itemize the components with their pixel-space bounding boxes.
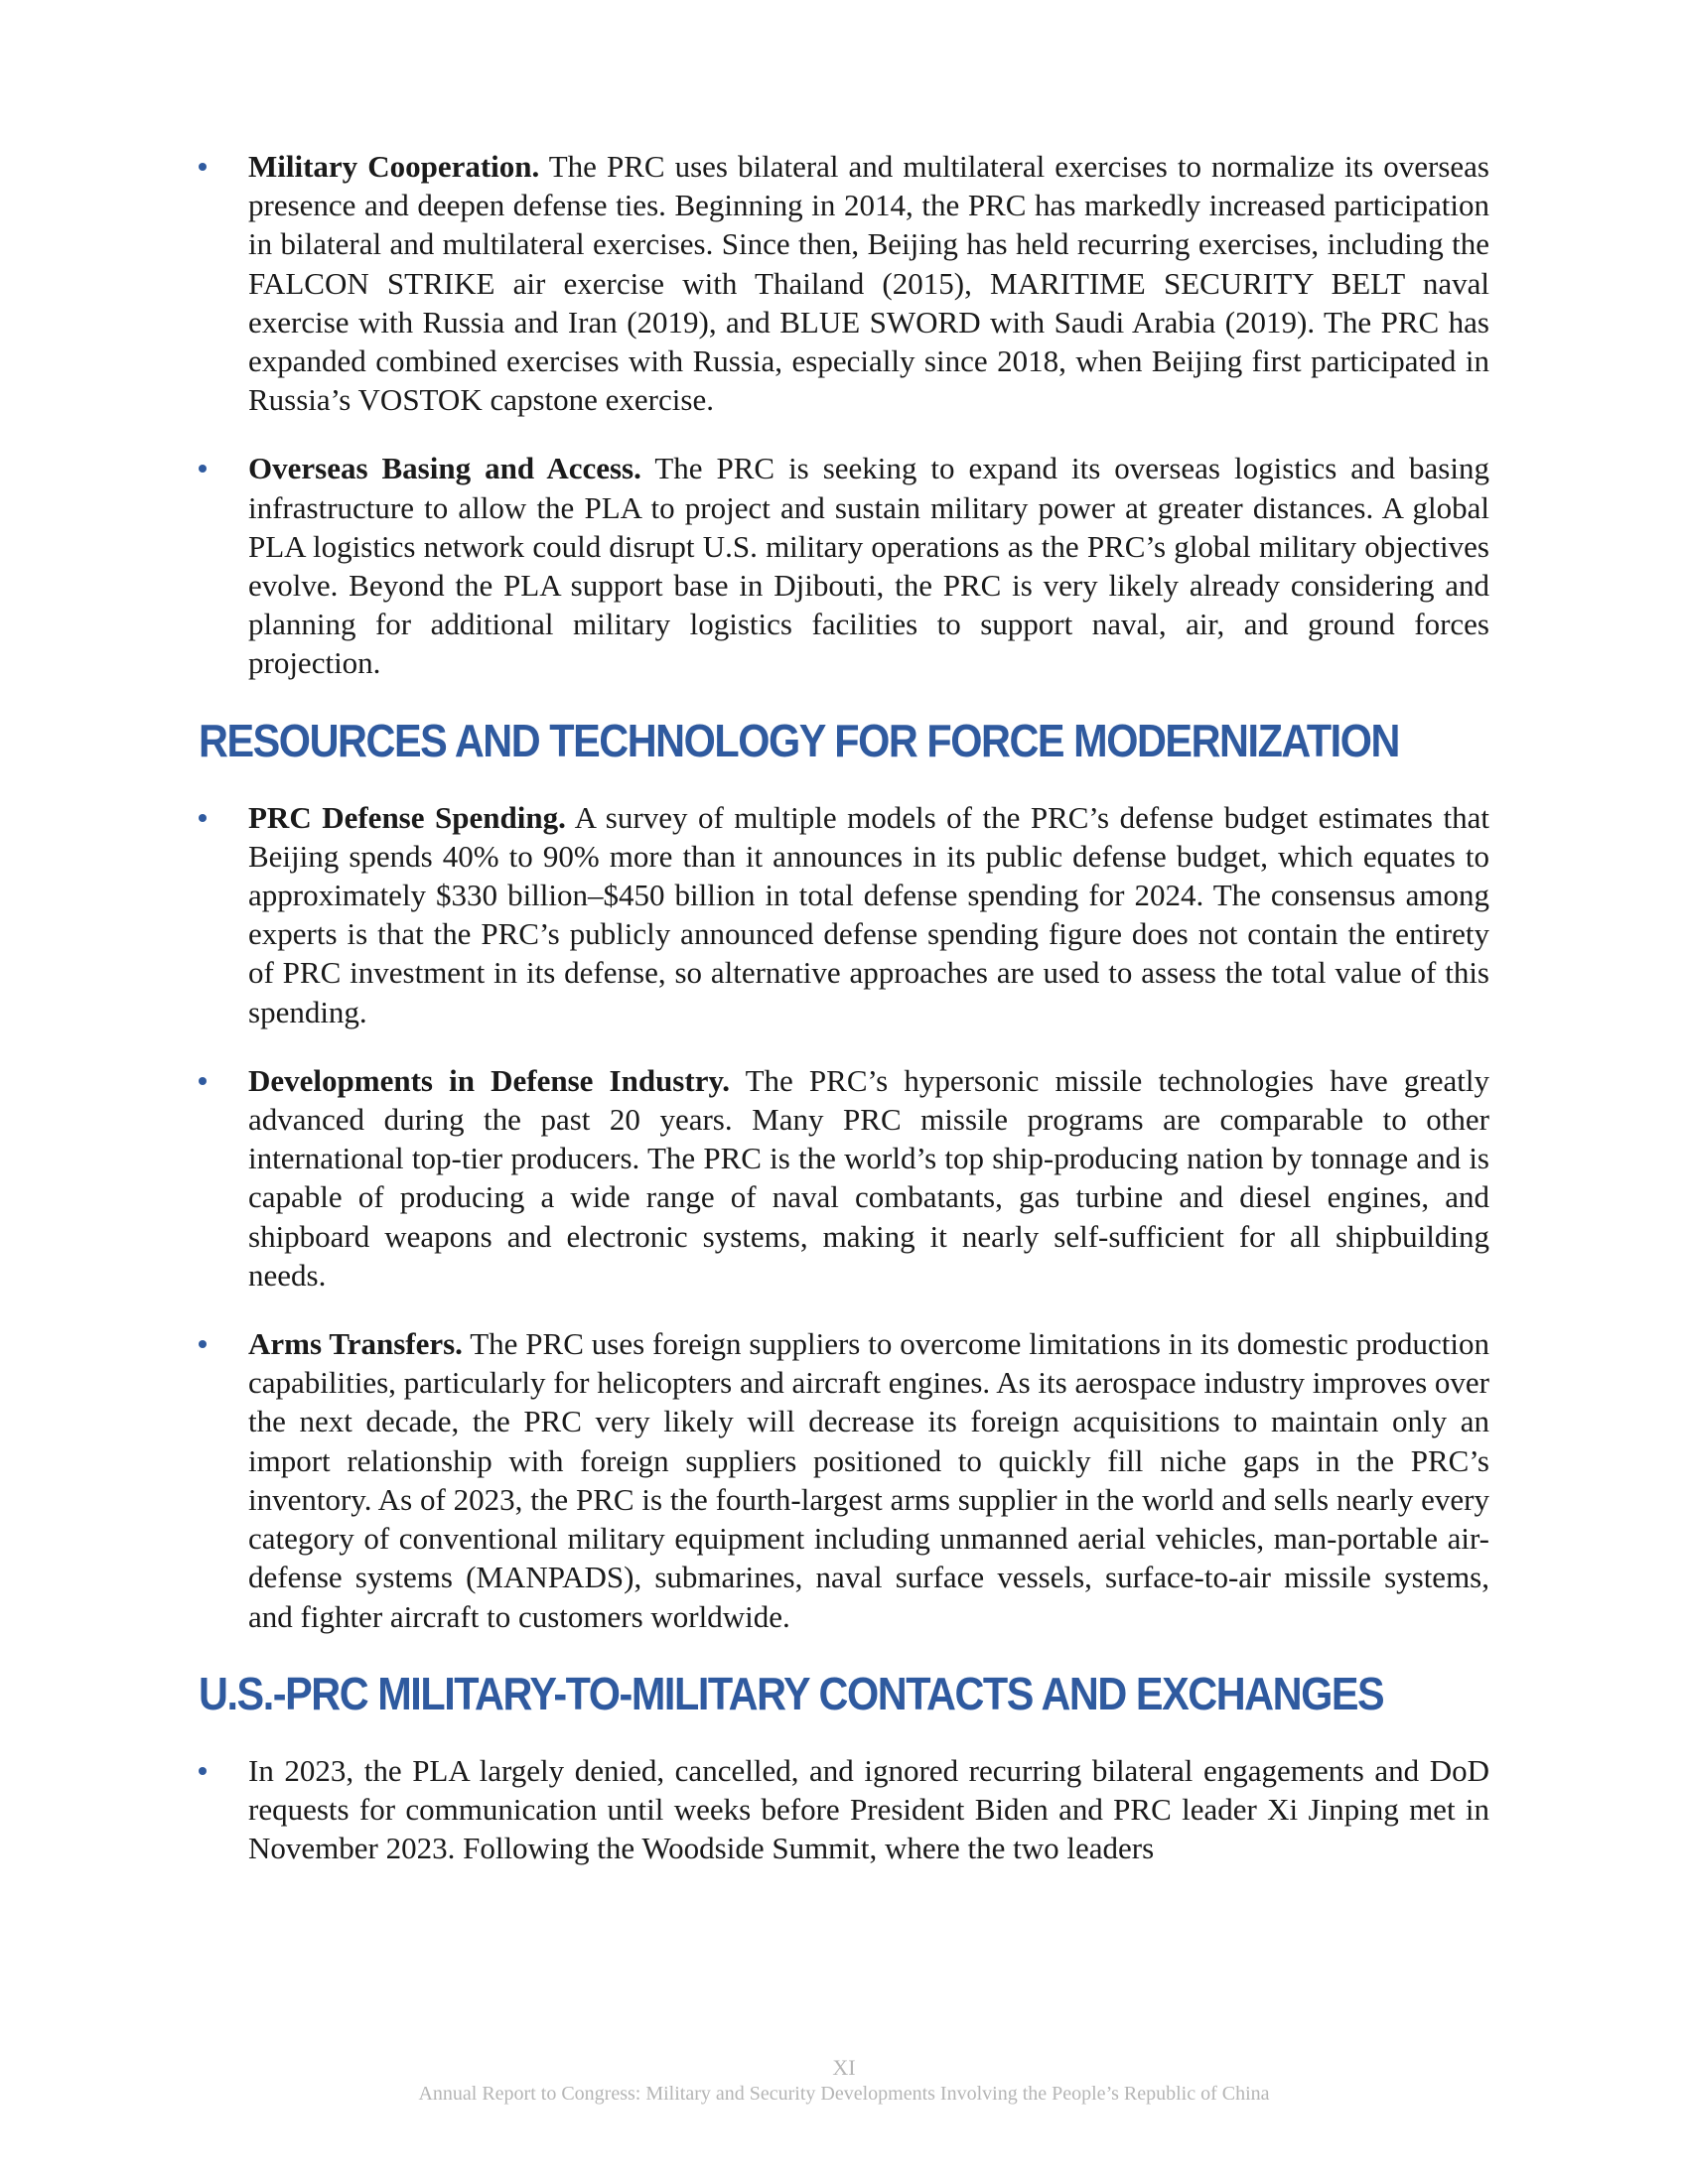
bullet-overseas-basing [199,449,1489,682]
bullet-text: The PRC uses foreign suppliers to overcome limitations in its domestic production capabilities, particularly for helicopters and aircraft engines. As its aerospace industry improves over the next decade, the PRC very likely will decrease its foreign acquisitions to maintain only an import relationship with foreign suppliers positioned to quickly fill niche gaps in the PRC’s inventory. As of 2023, the PRC is the fourth-largest arms supplier in the world and sells nearly every category of conventional military equipment including unmanned aerial vehicles, man-portable air-defense systems (MANPADS), submarines, naval surface vessels, surface-to-air missile systems, and fighter aircraft to customers worldwide. [248,1326,1489,1634]
bullet-text: The PRC’s hypersonic missile technologies have greatly advanced during the past 20 years. Many PRC missile programs are comparable to other international top-tier producers. The PRC is the world’s top ship-producing nation by tonnage and is capable of producing a wide range of naval combatants, gas turbine and diesel engines, and shipboard weapons and electronic systems, making it nearly self-sufficient for all shipbuilding needs. [248,1062,1489,1293]
section-heading-contacts: U.S.-PRC MILITARY-TO-MILITARY CONTACTS AND EXCHANGES [199,1667,1384,1719]
bullet-text: The PRC uses bilateral and multilateral exercises to normalize its overseas presence and deepen defense ties. Beginning in 2014, the PRC has markedly increased participation in bilateral and multilateral exercises. Since then, Beijing has held recurring exercises, including the FALCON STRIKE air exercise with Thailand (2015), MARITIME SECURITY BELT naval exercise with Russia and Iran (2019), and BLUE SWORD with Saudi Arabia (2019). The PRC has expanded combined exercises with Russia, especially since 2018, when Beijing first participated in Russia’s VOSTOK capstone exercise. [248,149,1489,418]
bullet-text: A survey of multiple models of the PRC’s defense budget estimates that Beijing spends 40% to 90% more than it announces in its public defense budget, which equates to approximately $330 billion–$450 billion in total defense spending for 2024. The consensus among experts is that the PRC’s publicly announced defense spending figure does not contain the entirety of PRC investment in its defense, so alternative approaches are used to assess the total value of this spending. [248,799,1489,1029]
page-number: XI [832,2055,856,2080]
section-heading-resources: RESOURCES AND TECHNOLOGY FOR FORCE MODERNIZATION [199,714,1399,766]
bullet-icon [199,1077,207,1085]
bullet-title: PRC Defense Spending. [248,799,566,835]
bullet-title: Military Cooperation. [248,149,540,184]
bullet-arms-transfers [199,1324,1489,1636]
bullet-text: In 2023, the PLA largely denied, cancelled, and ignored recurring bilateral engagements and DoD requests for communication until weeks before President Biden and PRC leader Xi Jinping met in November 2023. Following the Woodside Summit, where the two leaders [248,1752,1489,1866]
bullet-text: The PRC is seeking to expand its overseas logistics and basing infrastructure to allow the PLA to project and sustain military power at greater distances. A global PLA logistics network could disrupt U.S. military operations as the PRC’s global military objectives evolve. Beyond the PLA support base in Djibouti, the PRC is very likely already considering and planning for additional military logistics facilities to support naval, air, and ground forces projection. [248,451,1489,681]
bullet-icon [199,1767,207,1775]
page-content [199,147,1489,1897]
bullet-title: Overseas Basing and Access. [248,451,641,486]
bullet-icon [199,465,207,473]
bullet-title: Developments in Defense Industry. [248,1062,730,1098]
bullet-icon [199,814,207,822]
bullet-contacts-2023 [199,1751,1489,1868]
bullet-icon [199,1340,207,1348]
bullet-icon [199,163,207,171]
footer-title: Annual Report to Congress: Military and Security Developments Involving the People’s Republic of China [418,2083,1270,2105]
bullet-defense-industry [199,1061,1489,1295]
bullet-defense-spending [199,798,1489,1031]
bullet-military-cooperation [199,147,1489,419]
bullet-title: Arms Transfers. [248,1326,463,1362]
